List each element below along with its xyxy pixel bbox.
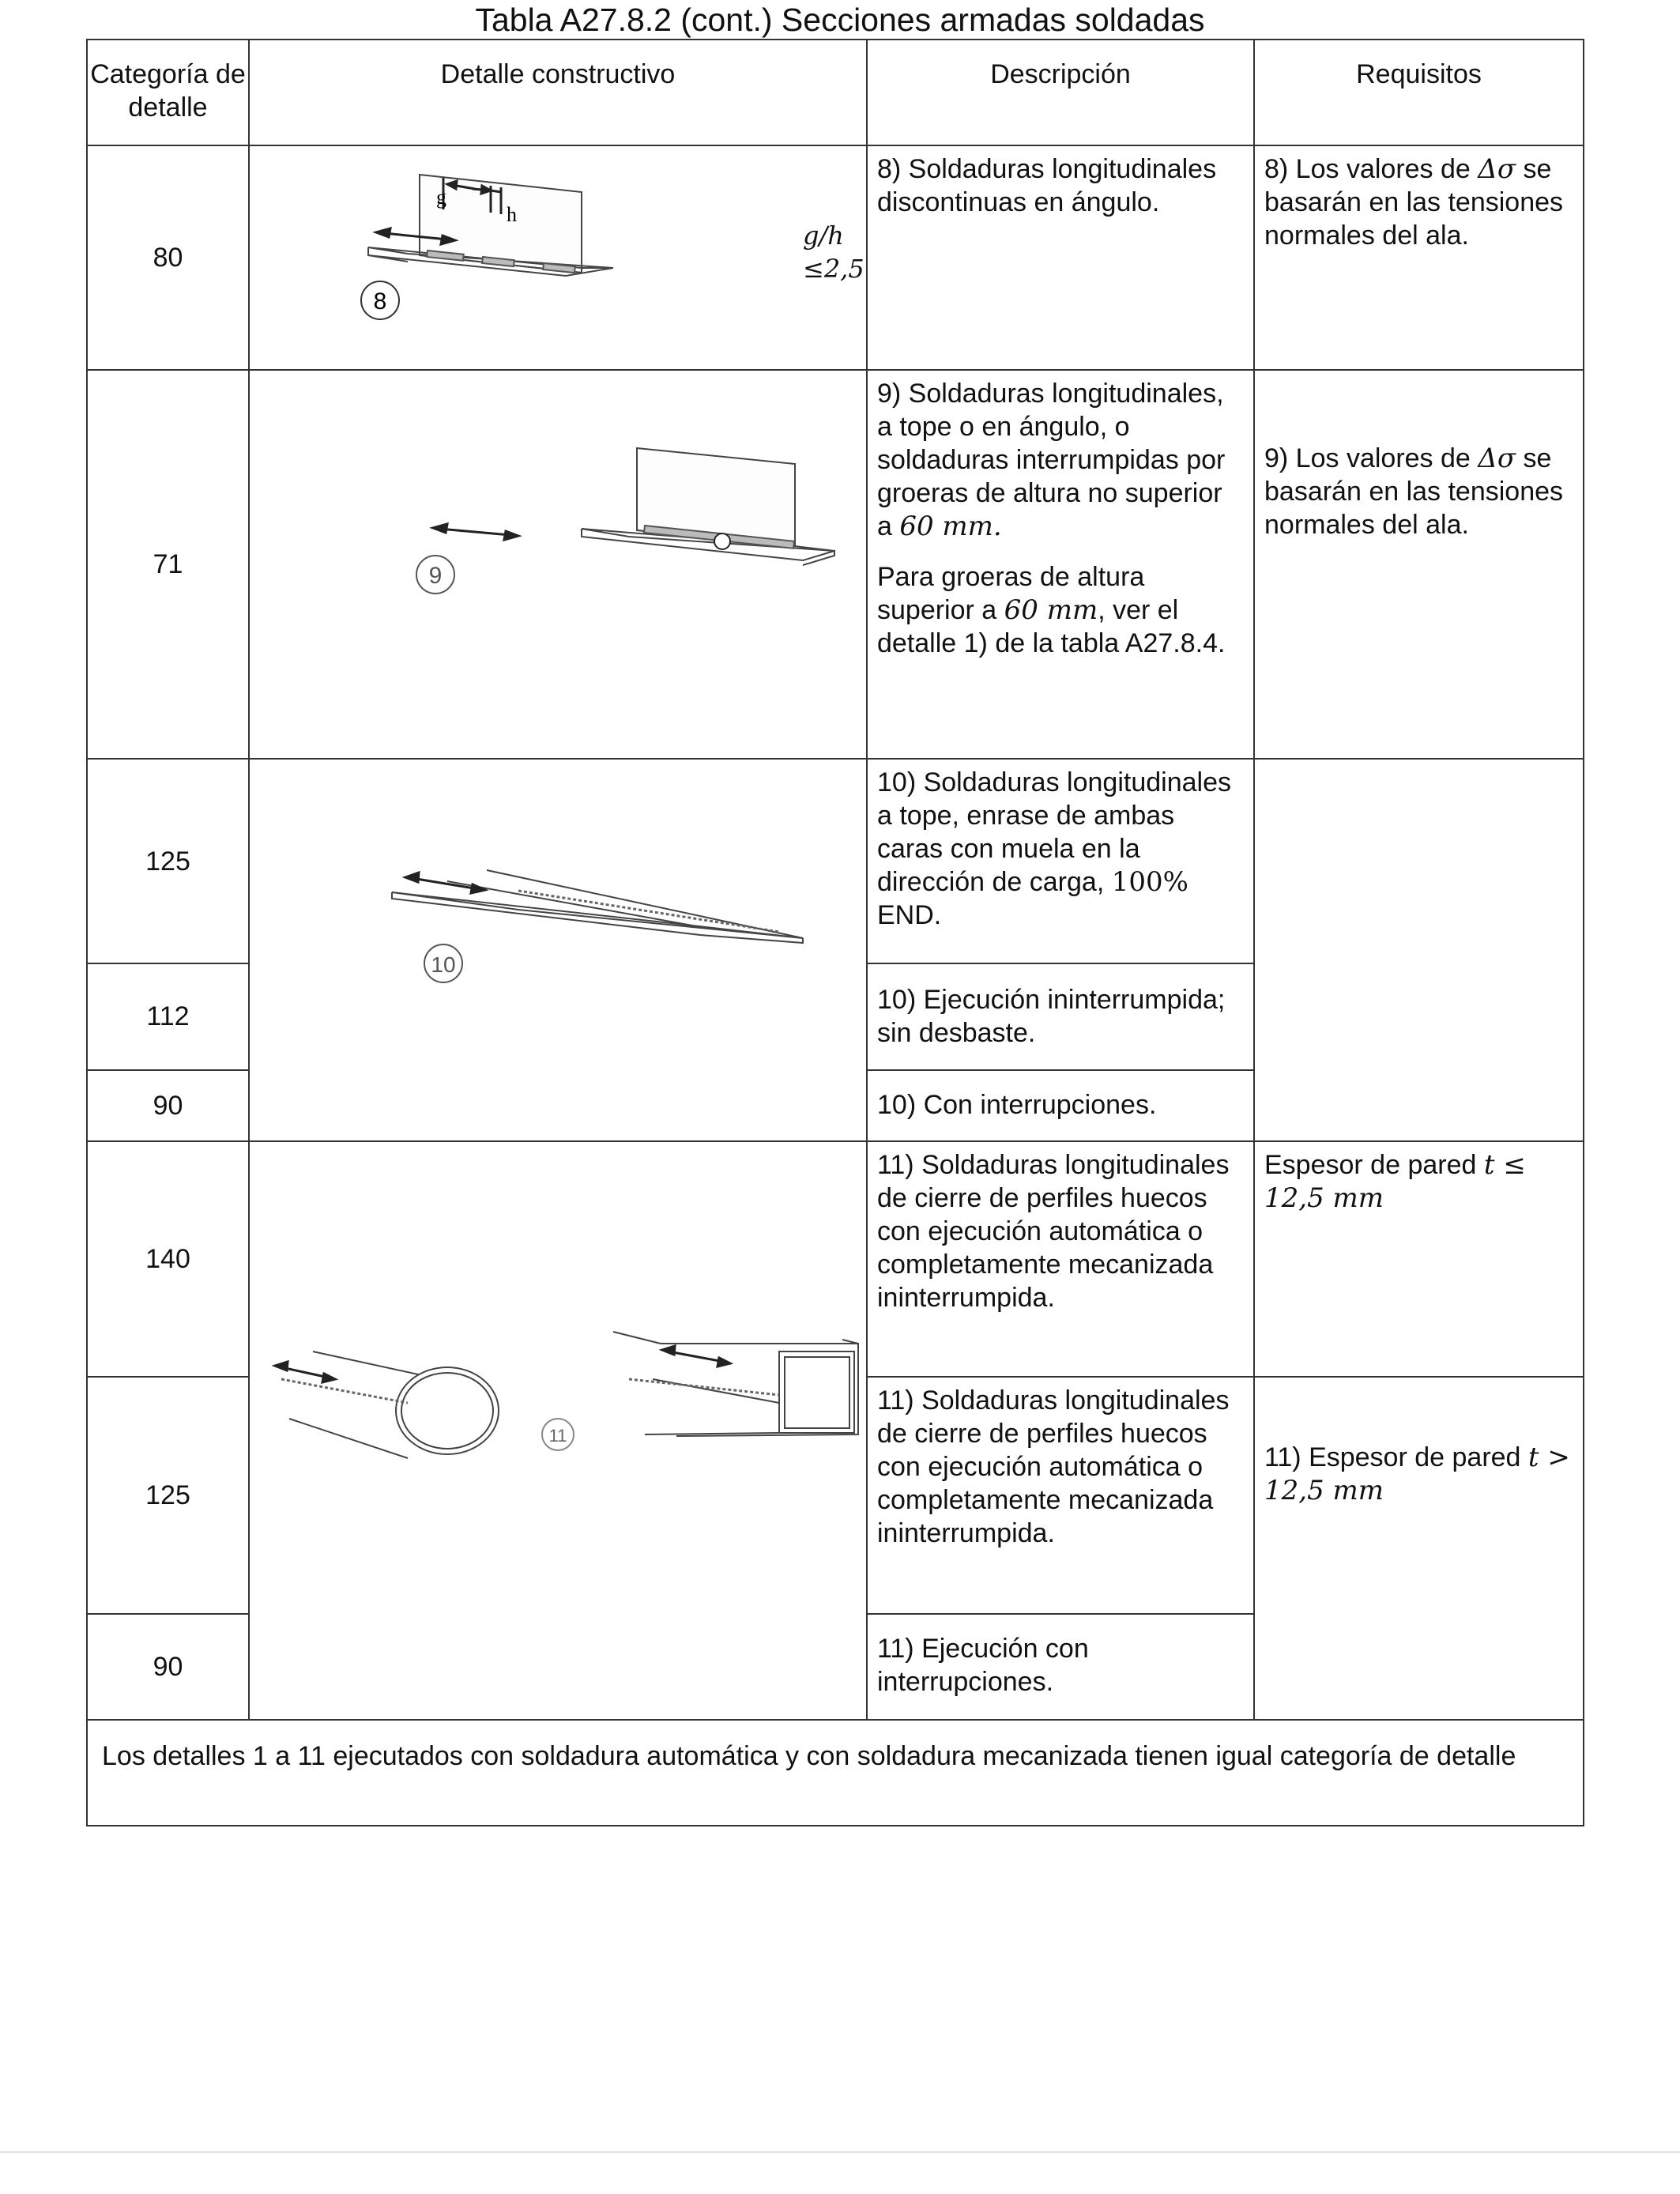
table-row <box>87 759 1584 963</box>
detail-cell-9 <box>249 370 867 759</box>
detail-cell-10 <box>249 759 867 1141</box>
requirement-cell: Espesor de pared t ≤ 12,5 mm <box>1254 1141 1584 1377</box>
requirement-cell: 8) Los valores de Δσ se basarán en las tensiones normales del ala. <box>1254 145 1584 370</box>
table-row <box>87 370 1584 759</box>
table-row <box>87 1141 1584 1377</box>
description-cell: 11) Ejecución con interrupciones. <box>867 1614 1254 1720</box>
description-cell: 10) Ejecución ininterrumpida; sin desbaste. <box>867 963 1254 1070</box>
footer-note: Los detalles 1 a 11 ejecutados con soldadura automática y con soldadura mecanizada tienen igual categoría de detalle <box>87 1720 1584 1826</box>
category-cell: 90 <box>87 1070 249 1141</box>
category-cell: 125 <box>87 1377 249 1614</box>
header-category: Categoría de detalle <box>87 40 249 145</box>
fatigue-detail-table <box>86 39 1584 1826</box>
description-cell: 9) Soldaduras longitudinales, a tope o en ángulo, o soldaduras interrumpidas por groeras de altura no superior a 60 mm. Para groeras de altura superior a 60 mm, ver el detalle 1) de la tabla A27.8.4. <box>867 370 1254 759</box>
category-cell: 112 <box>87 963 249 1070</box>
header-requirements: Requisitos <box>1254 40 1584 145</box>
description-cell: 8) Soldaduras longitudinales discontinuas en ángulo. <box>867 145 1254 370</box>
detail-9-figure <box>250 371 866 758</box>
detail-cell-11 <box>249 1141 867 1720</box>
category-cell: 140 <box>87 1141 249 1377</box>
detail-cell-8 <box>249 145 867 370</box>
category-cell: 90 <box>87 1614 249 1720</box>
detail-8-circle-number: 8 <box>373 288 387 315</box>
page-bottom-rule <box>0 2151 1680 2153</box>
requirement-cell: 11) Espesor de pared t > 12,5 mm <box>1254 1377 1584 1720</box>
detail-8-figure <box>250 146 866 369</box>
footer-row <box>87 1720 1584 1826</box>
detail-9-circle-number: 9 <box>428 563 443 589</box>
category-cell: 125 <box>87 759 249 963</box>
header-detail: Detalle constructivo <box>249 40 867 145</box>
table-row <box>87 145 1584 370</box>
gh-ratio-note: g/h ≤2,5 <box>803 221 864 284</box>
detail-11-circle-number: 11 <box>548 1426 567 1446</box>
description-cell: 10) Con interrupciones. <box>867 1070 1254 1141</box>
detail-10-figure <box>250 760 866 1140</box>
requirement-cell: 9) Los valores de Δσ se basarán en las tensiones normales del ala. <box>1254 370 1584 759</box>
header-row <box>87 40 1584 145</box>
category-cell: 80 <box>87 145 249 370</box>
detail-8-h-label: h <box>507 203 517 226</box>
requirement-cell-empty <box>1254 759 1584 1141</box>
description-cell: 11) Soldaduras longitudinales de cierre de perfiles huecos con ejecución automática o completamente mecanizada ininterrumpida. <box>867 1377 1254 1614</box>
description-cell: 10) Soldaduras longitudinales a tope, enrase de ambas caras con muela en la dirección de carga, 100% END. <box>867 759 1254 963</box>
detail-8-g-label: g <box>436 186 446 209</box>
table-title: Tabla A27.8.2 (cont.) Secciones armadas soldadas <box>475 2 1205 38</box>
description-cell: 11) Soldaduras longitudinales de cierre de perfiles huecos con ejecución automática o completamente mecanizada ininterrumpida. <box>867 1141 1254 1377</box>
category-cell: 71 <box>87 370 249 759</box>
detail-11-figure <box>250 1142 866 1719</box>
header-description: Descripción <box>867 40 1254 145</box>
detail-10-circle-number: 10 <box>431 952 456 977</box>
